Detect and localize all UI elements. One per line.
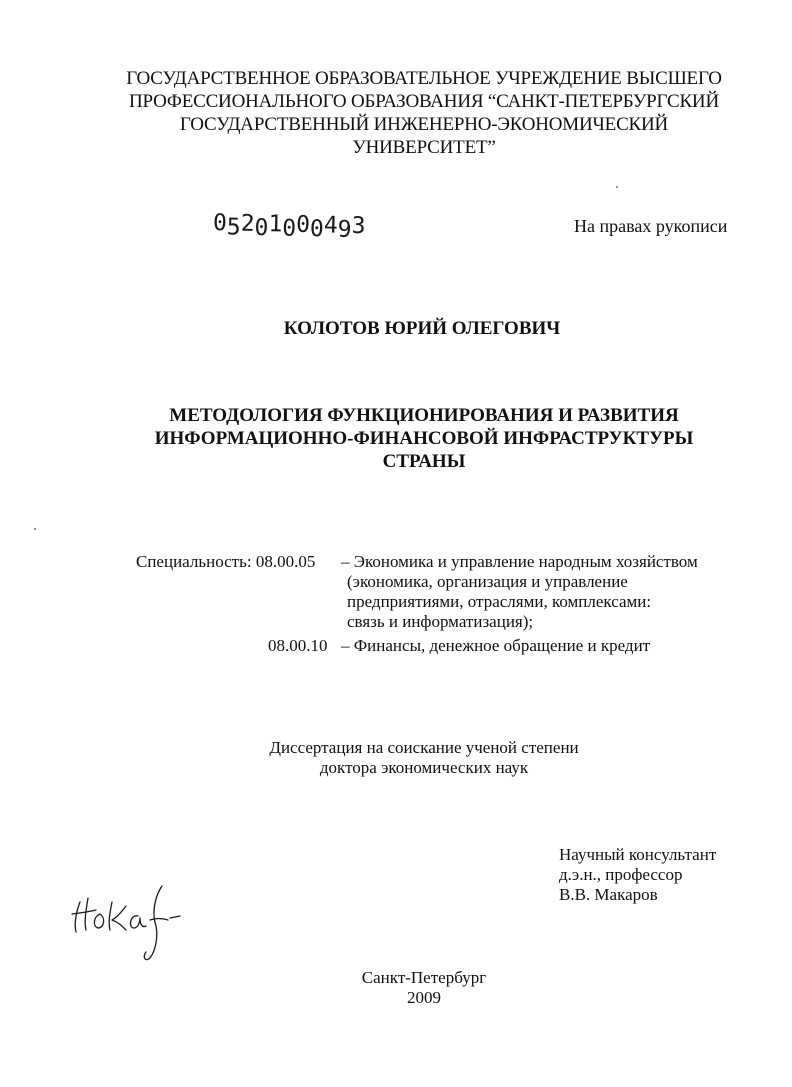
- degree-line: доктора экономических наук: [319, 758, 529, 777]
- stamp-digit: 4: [323, 212, 339, 239]
- stamp-digit: 9: [337, 216, 352, 243]
- stamp-digit: 2: [240, 210, 255, 237]
- stamp-digit: 0: [254, 214, 269, 242]
- consultant-line: В.В. Макаров: [559, 885, 658, 904]
- stamp-digit: 5: [226, 214, 241, 241]
- institution-line: УНИВЕРСИТЕТ”: [352, 137, 496, 158]
- handwritten-signature: [66, 880, 186, 970]
- stamp-digit: 0: [295, 211, 311, 239]
- specialty-desc: связь и информатизация);: [347, 612, 534, 631]
- degree-statement: [60, 738, 788, 778]
- specialty-label: Специальность: 08.00.05: [136, 552, 316, 571]
- specialty-desc: предприятиями, отраслями, комплексами:: [347, 592, 652, 611]
- stamp-digit: 0: [281, 215, 297, 242]
- specialty-code: 08.00.10: [268, 636, 328, 655]
- degree-line: Диссертация на соискание ученой степени: [269, 738, 579, 757]
- stamp-digit: 3: [351, 212, 366, 240]
- title-line: СТРАНЫ: [382, 451, 466, 472]
- scientific-consultant: [559, 845, 716, 905]
- institution-name: [60, 67, 788, 159]
- specialty-desc: – Финансы, денежное обращение и кредит: [341, 636, 651, 655]
- rights-note: На правах рукописи: [574, 216, 728, 236]
- specialty-desc: (экономика, организация и управление: [347, 572, 628, 591]
- city: Санкт-Петербург: [361, 968, 487, 987]
- scan-speck: [34, 528, 36, 530]
- specialty-desc: – Экономика и управление народным хозяйством: [341, 552, 698, 571]
- consultant-line: Научный консультант: [559, 845, 717, 864]
- stamp-digit: 0: [309, 216, 325, 243]
- institution-line: ГОСУДАРСТВЕННОЕ ОБРАЗОВАТЕЛЬНОЕ УЧРЕЖДЕНИЕ ВЫСШЕГО: [126, 68, 722, 89]
- institution-line: ПРОФЕССИОНАЛЬНОГО ОБРАЗОВАНИЯ “САНКТ-ПЕТЕРБУРГСКИЙ: [129, 91, 719, 112]
- consultant-line: д.э.н., профессор: [559, 865, 683, 884]
- author-name: [0, 318, 792, 340]
- place-and-year: [60, 968, 788, 1008]
- institution-line: ГОСУДАРСТВЕННЫЙ ИНЖЕНЕРНО-ЭКОНОМИЧЕСКИЙ: [179, 114, 669, 135]
- title-line: ИНФОРМАЦИОННО-ФИНАНСОВОЙ ИНФРАСТРУКТУРЫ: [154, 428, 694, 449]
- year: 2009: [407, 988, 441, 1007]
- specialty-code: 08.00.05: [255, 552, 316, 571]
- library-stamp-number: [213, 212, 366, 241]
- title-line: МЕТОДОЛОГИЯ ФУНКЦИОНИРОВАНИЯ И РАЗВИТИЯ: [169, 405, 679, 426]
- author-name-text: КОЛОТОВ ЮРИЙ ОЛЕГОВИЧ: [283, 318, 561, 339]
- stamp-digit: 0: [212, 210, 228, 237]
- stamp-digit: 1: [268, 211, 283, 238]
- dissertation-title: [60, 404, 788, 473]
- scan-speck: [616, 186, 618, 188]
